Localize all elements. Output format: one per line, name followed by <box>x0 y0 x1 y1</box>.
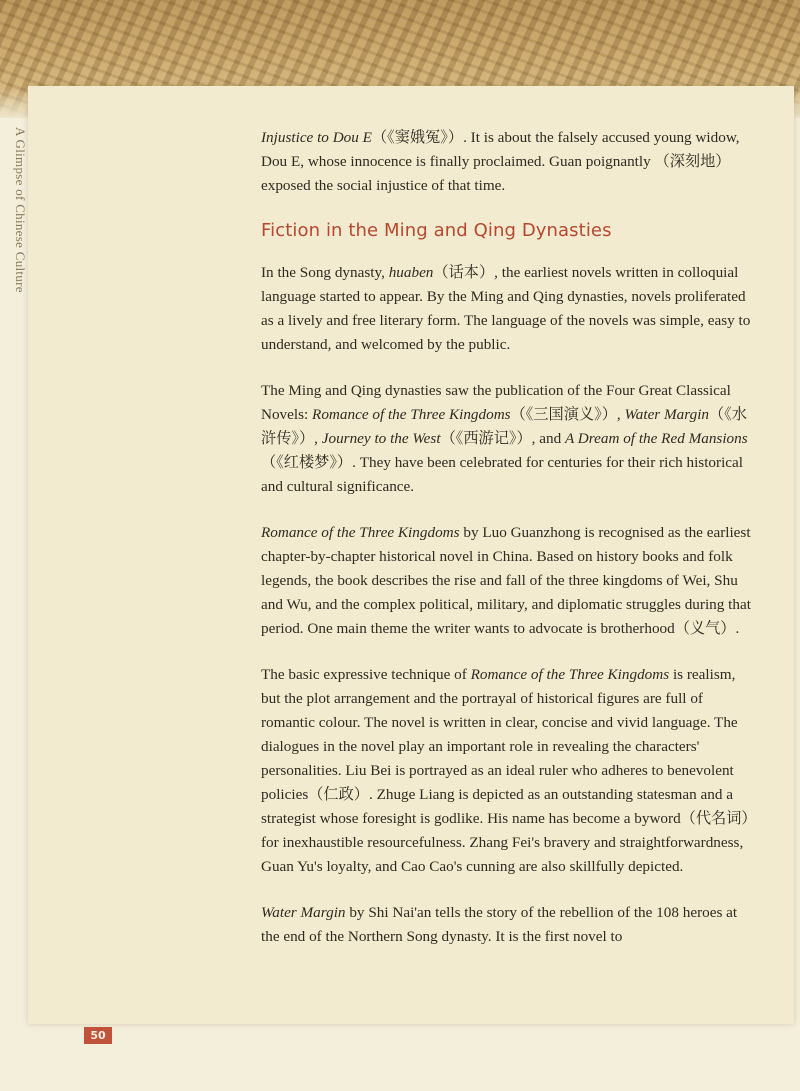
section-heading: Fiction in the Ming and Qing Dynasties <box>261 220 612 241</box>
term-italic: huaben <box>388 264 434 281</box>
intro-paragraph <box>261 126 756 198</box>
paragraph-text: （《西游记》）, and <box>440 430 565 447</box>
side-running-title-text: A Glimpse of Chinese Culture <box>13 127 28 293</box>
paragraph-text: The basic expressive technique of <box>261 666 471 683</box>
paragraph-text: （话本）, the earliest novels written in colloquial language started to appear. By the Ming and Qing dynasties, novels proliferated as a lively and free literary form. The language of the novels was simple, easy to understand, and welcomed by the public. <box>261 264 751 353</box>
side-running-title <box>2 127 38 293</box>
chinese-title: （《窦娥冤》） <box>371 129 464 146</box>
novel-title: Water Margin <box>261 904 346 921</box>
paragraph-text: （《水浒传》）, <box>261 406 747 447</box>
novel-title: A Dream of the Red Mansions <box>565 430 748 447</box>
paragraph-water-margin <box>261 901 756 949</box>
novel-title: Journey to the West <box>321 430 441 447</box>
paragraph-text: （《红楼梦》）. They have been celebrated for centuries for their rich historical and cultural significance. <box>261 454 744 495</box>
novel-title: Water Margin <box>624 406 710 423</box>
paragraph-huaben <box>261 261 756 357</box>
paragraph-realism <box>261 663 756 879</box>
paragraph-text: . It is about the falsely accused young widow, Dou E, whose innocence is finally proclaimed. Guan poignantly （深刻地）exposed the social injustice of that time. <box>261 129 740 194</box>
work-title: Injustice to Dou E <box>261 129 372 146</box>
novel-title: Romance of the Three Kingdoms <box>261 524 460 541</box>
paragraph-text: by Shi Nai'an tells the story of the rebellion of the 108 heroes at the end of the Northern Song dynasty. It is the first novel to <box>261 904 738 945</box>
paragraph-text: In the Song dynasty, <box>261 264 389 281</box>
paragraph-text: （《三国演义》）, <box>510 406 625 423</box>
novel-title: Romance of the Three Kingdoms <box>470 666 670 683</box>
paragraph-text: The Ming and Qing dynasties saw the publication of the Four Great Classical Novels: <box>261 382 731 423</box>
paragraph-text: is realism, but the plot arrangement and the portrayal of historical figures are full of romantic colour. The novel is written in clear, concise and vivid language. The dialogues in the novel play an important role in revealing the characters' personalities. Liu Bei is portrayed as an ideal ruler who adheres to benevolent policies（仁政）. Zhuge Liang is depicted as an outstanding statesman and a strategist whose foresight is godlike. His name has become a byword（代名词）for inexhaustible resourcefulness. Zhang Fei's bravery and straightforwardness, Guan Yu's loyalty, and Cao Cao's cunning are also skillfully depicted. <box>261 666 750 875</box>
paragraph-text: by Luo Guanzhong is recognised as the earliest chapter-by-chapter historical novel in China. Based on history books and folk legends, the book describes the rise and fall of the three kingdoms of Wei, Shu and Wu, and the complex political, military, and diplomatic struggles during that period. One main theme the writer wants to advocate is brotherhood（义气）. <box>261 524 751 637</box>
paragraph-four-novels <box>261 379 756 499</box>
paragraph-three-kingdoms <box>261 521 756 641</box>
page-number-badge: 50 <box>84 1027 112 1044</box>
article-body <box>261 126 756 971</box>
novel-title: Romance of the Three Kingdoms <box>312 406 511 423</box>
